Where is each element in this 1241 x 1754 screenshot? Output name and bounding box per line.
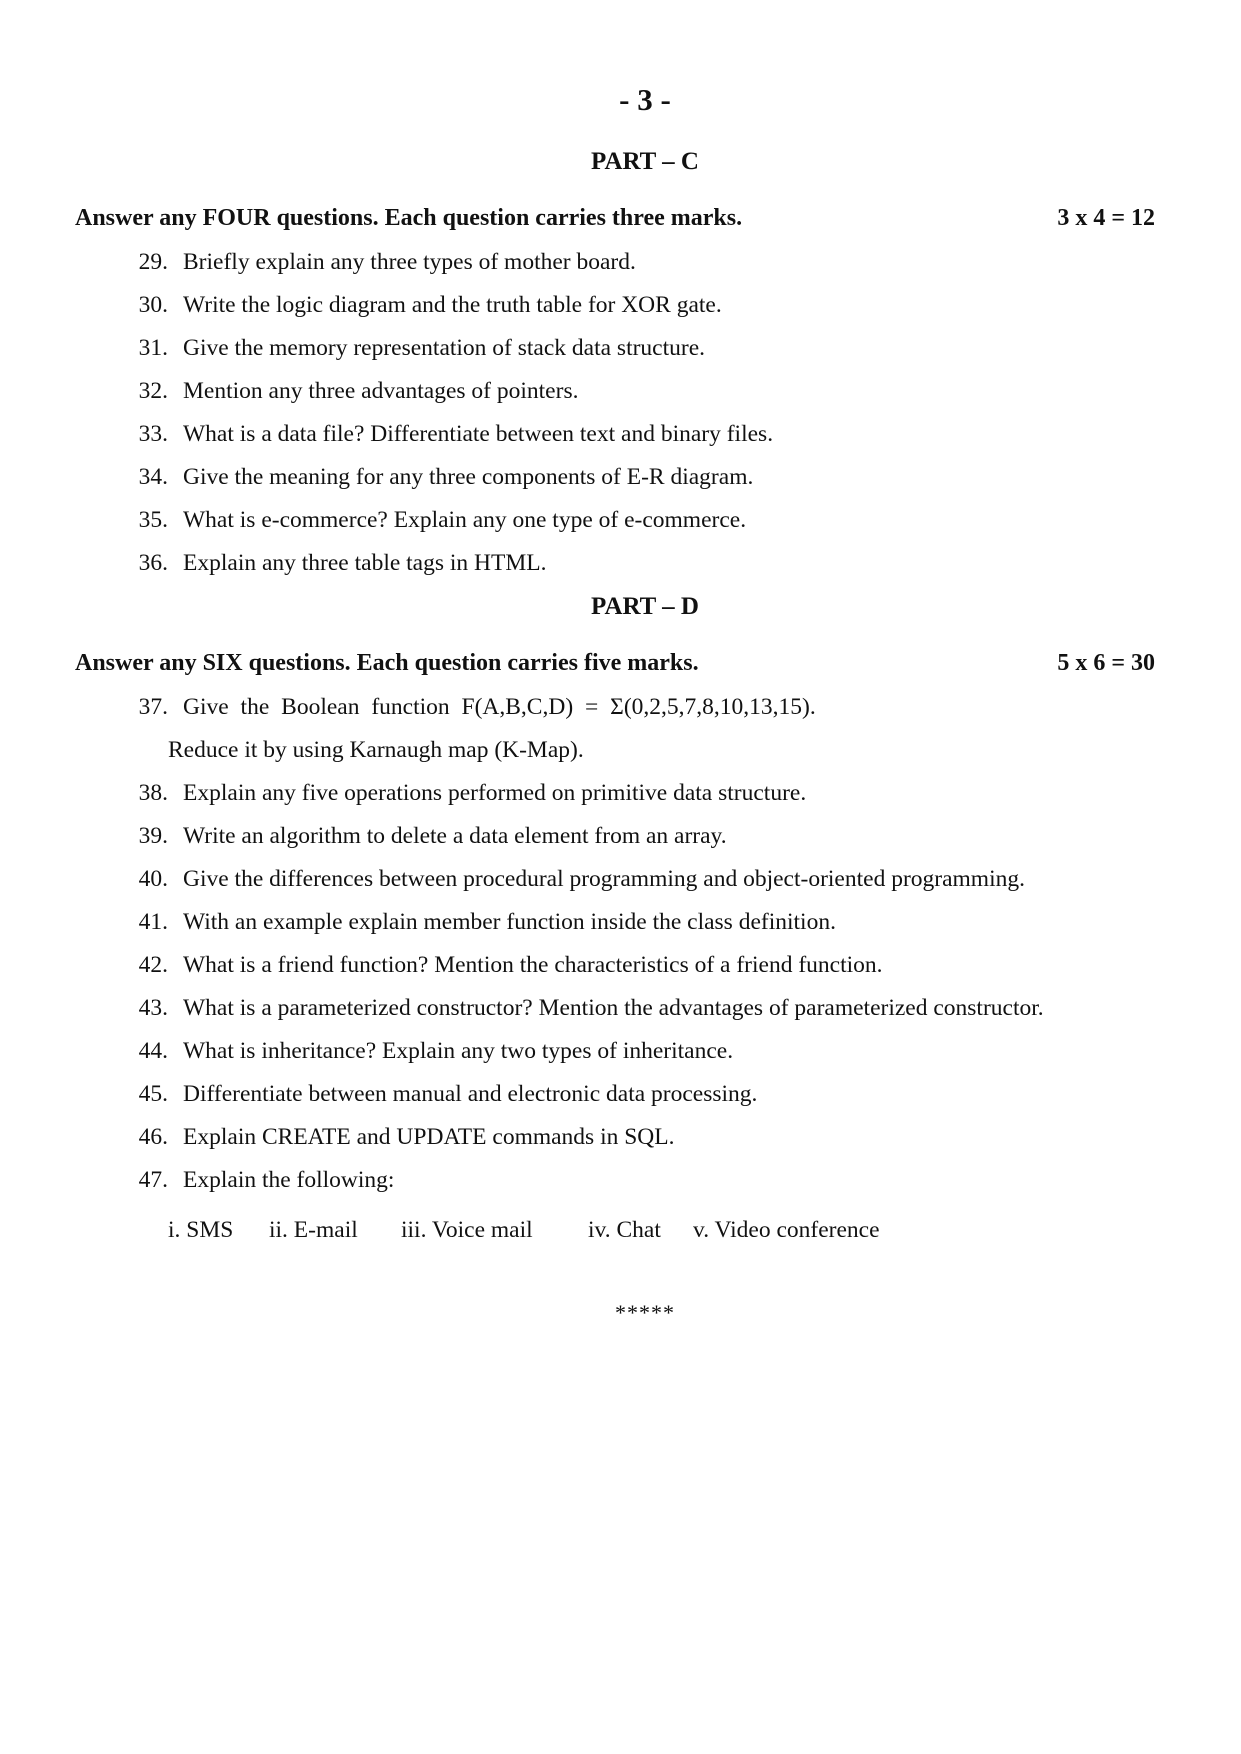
part-d-marks: 5 x 6 = 30 [1057, 650, 1155, 676]
question-number: 47. [138, 1167, 168, 1193]
question-36 [110, 550, 547, 577]
question-number: 44. [138, 1038, 168, 1064]
question-number: 46. [138, 1124, 168, 1150]
question-text: Differentiate between manual and electronic data processing. [183, 1081, 758, 1107]
option-email: ii. E-mail [269, 1217, 358, 1243]
question-number: 40. [138, 866, 168, 892]
question-44 [110, 1038, 733, 1065]
question-41 [110, 909, 836, 936]
option-voice-mail: iii. Voice mail [401, 1217, 533, 1243]
question-32 [110, 378, 578, 405]
question-40 [110, 866, 1025, 893]
question-text: Mention any three advantages of pointers. [183, 378, 579, 404]
question-text: Explain the following: [183, 1167, 395, 1193]
question-text: Give the differences between procedural programming and object-oriented programming. [183, 866, 1025, 892]
part-d-heading: PART – D [591, 593, 699, 620]
question-47 [110, 1167, 394, 1194]
question-35 [110, 507, 746, 534]
option-sms: i. SMS [168, 1217, 234, 1243]
option-video-conference: v. Video conference [693, 1217, 880, 1243]
question-text: Give the Boolean function F(A,B,C,D) = Σ(0,2,5,7,8,10,13,15). [183, 694, 816, 720]
part-c-marks: 3 x 4 = 12 [1057, 205, 1155, 231]
question-number: 43. [138, 995, 168, 1021]
question-33 [110, 421, 773, 448]
question-number: 41. [138, 909, 168, 935]
question-number: 31. [138, 335, 168, 361]
question-37-continuation: Reduce it by using Karnaugh map (K-Map). [168, 737, 584, 763]
question-37 [110, 694, 816, 721]
question-29 [110, 249, 636, 276]
question-number: 45. [138, 1081, 168, 1107]
question-text: Explain CREATE and UPDATE commands in SQL. [183, 1124, 675, 1150]
part-d-instruction-text: Answer any SIX questions. Each question carries five marks. [75, 650, 699, 676]
part-c-instruction [75, 205, 1155, 232]
question-45 [110, 1081, 757, 1108]
question-number: 30. [138, 292, 168, 318]
question-number: 38. [138, 780, 168, 806]
question-text: What is inheritance? Explain any two types of inheritance. [183, 1038, 734, 1064]
question-34 [110, 464, 753, 491]
question-text: What is a data file? Differentiate between text and binary files. [183, 421, 774, 447]
question-39 [110, 823, 727, 850]
part-d-instruction [75, 650, 1155, 677]
question-number: 36. [138, 550, 168, 576]
question-text: With an example explain member function inside the class definition. [183, 909, 836, 935]
page-number: - 3 - [619, 82, 671, 117]
question-text: Write an algorithm to delete a data element from an array. [183, 823, 727, 849]
question-text: Write the logic diagram and the truth table for XOR gate. [183, 292, 722, 318]
question-text: Give the meaning for any three components of E-R diagram. [183, 464, 754, 490]
question-30 [110, 292, 722, 319]
question-text: Give the memory representation of stack data structure. [183, 335, 706, 361]
question-number: 37. [138, 694, 168, 720]
question-46 [110, 1124, 675, 1151]
question-number: 39. [138, 823, 168, 849]
question-number: 42. [138, 952, 168, 978]
question-text: Explain any three table tags in HTML. [183, 550, 547, 576]
question-number: 29. [138, 249, 168, 275]
question-number: 33. [138, 421, 168, 447]
question-38 [110, 780, 806, 807]
question-text: What is a parameterized constructor? Mention the advantages of parameterized constructor. [183, 995, 1044, 1021]
part-c-heading: PART – C [591, 148, 699, 175]
question-42 [110, 952, 883, 979]
question-text: Explain any five operations performed on primitive data structure. [183, 780, 807, 806]
question-number: 32. [138, 378, 168, 404]
end-mark: ***** [615, 1300, 675, 1325]
question-text: What is e-commerce? Explain any one type of e-commerce. [183, 507, 747, 533]
question-text: What is a friend function? Mention the characteristics of a friend function. [183, 952, 883, 978]
question-text: Briefly explain any three types of mother board. [183, 249, 636, 275]
option-chat: iv. Chat [588, 1217, 661, 1243]
question-31 [110, 335, 705, 362]
question-number: 35. [138, 507, 168, 533]
question-43 [110, 995, 1044, 1022]
part-c-instruction-text: Answer any FOUR questions. Each question carries three marks. [75, 205, 743, 231]
question-number: 34. [138, 464, 168, 490]
